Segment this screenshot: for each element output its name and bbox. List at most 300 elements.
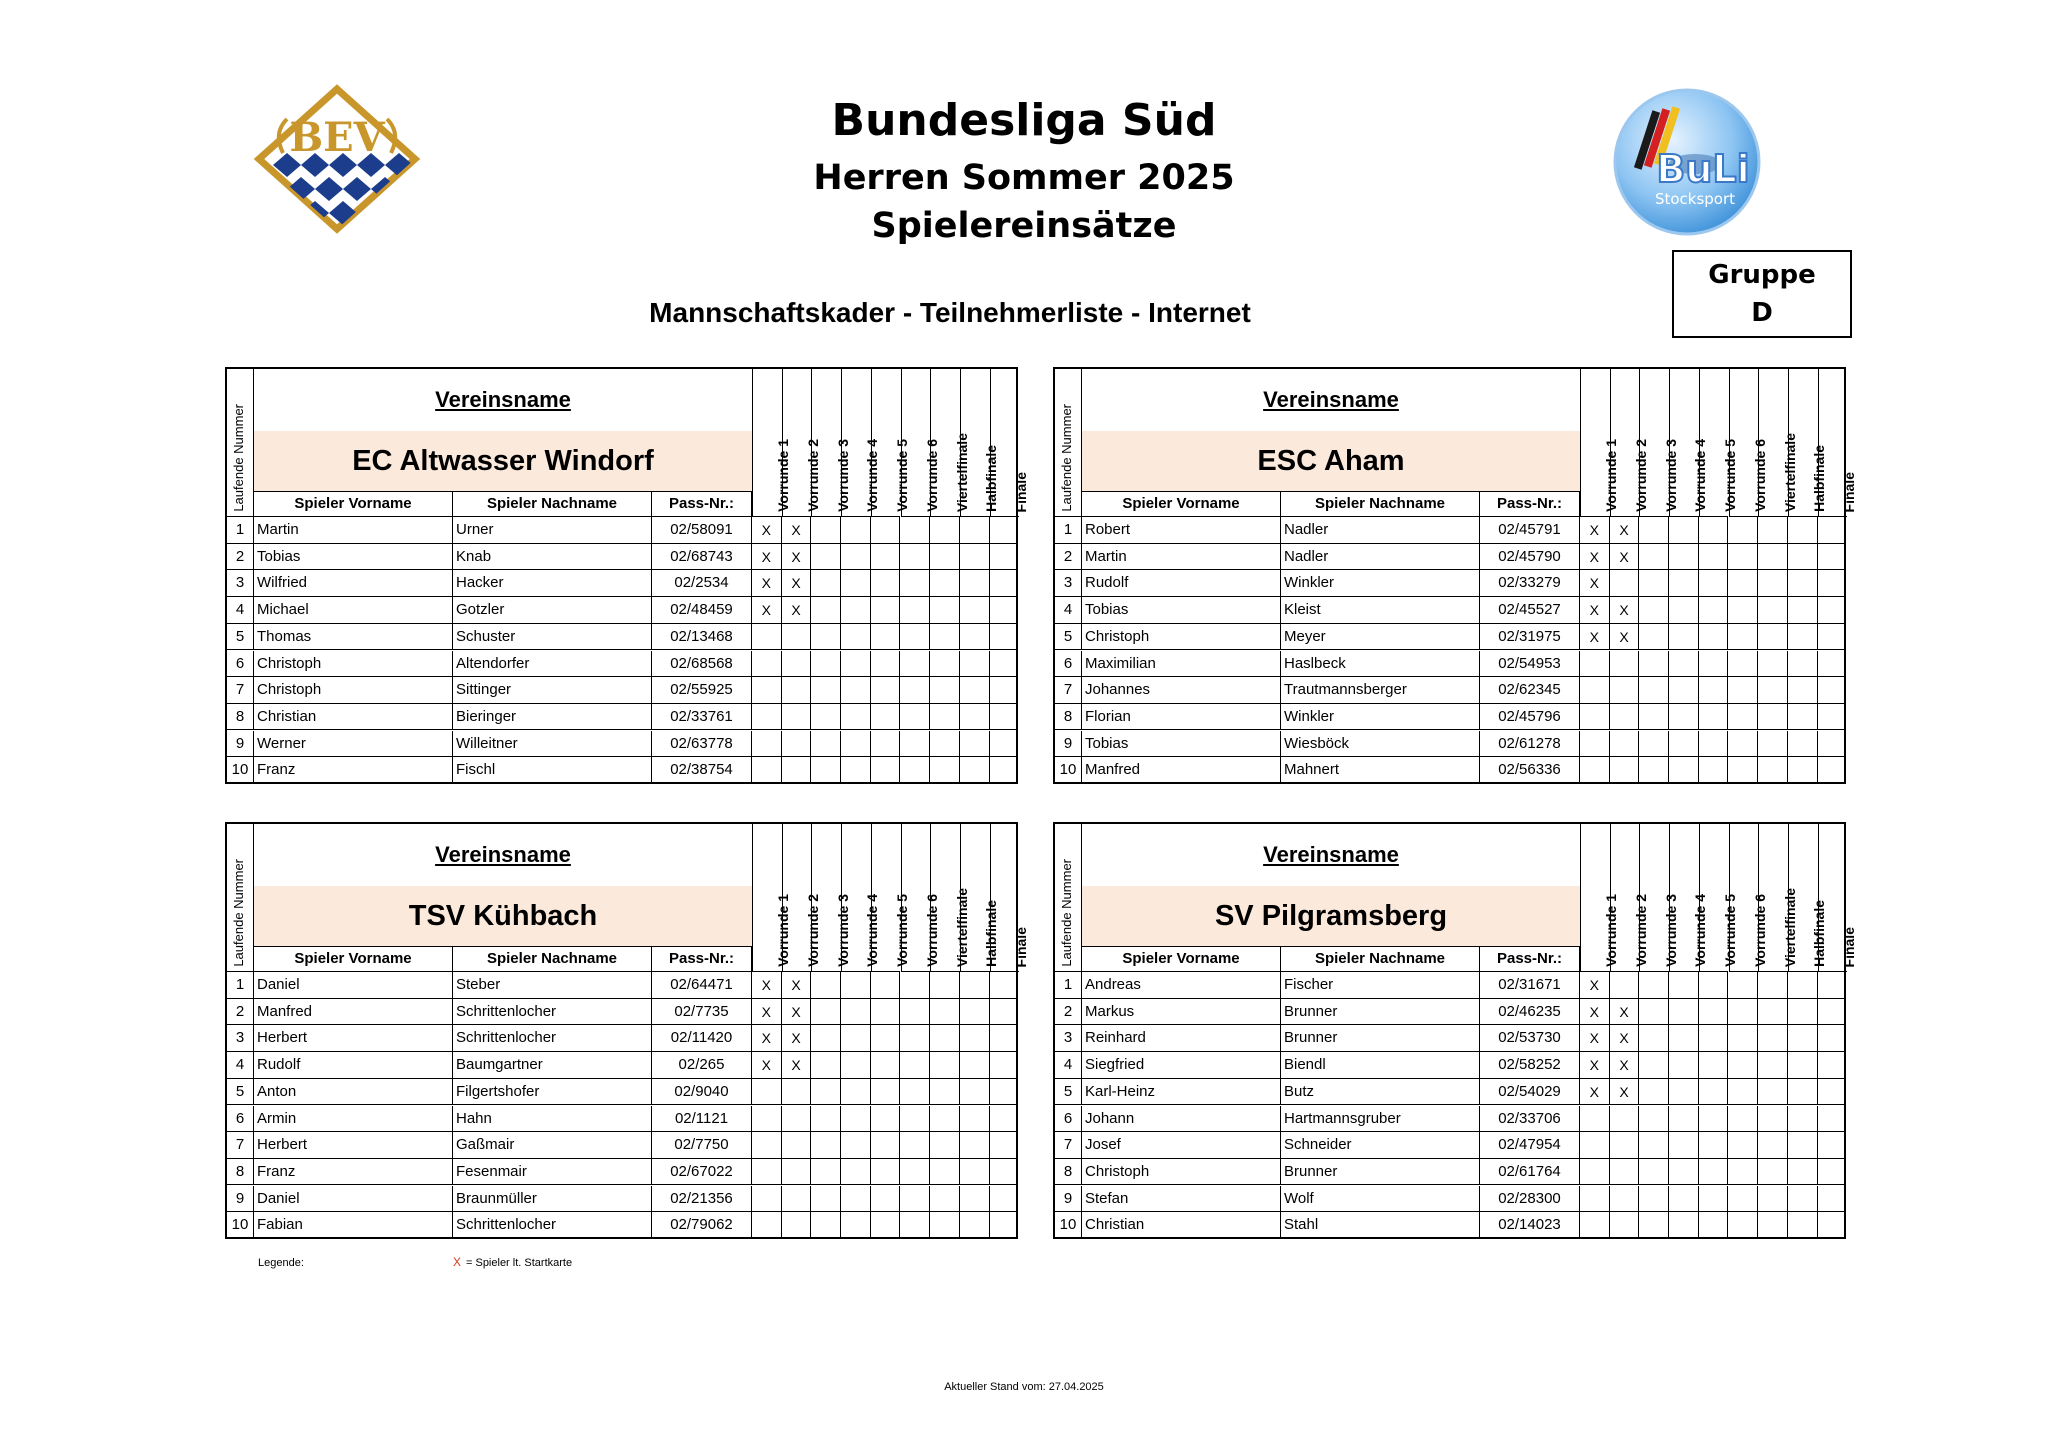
player-pass: 02/53730: [1480, 1025, 1580, 1051]
player-pass: 02/31975: [1480, 624, 1580, 650]
round-mark: [1669, 1186, 1699, 1212]
round-mark: [1699, 704, 1729, 730]
vorname-header: Spieler Vorname: [1082, 946, 1281, 972]
vorname-header: Spieler Vorname: [254, 946, 453, 972]
player-firstname: Markus: [1082, 999, 1281, 1025]
player-pass: 02/33279: [1480, 570, 1580, 596]
round-mark: [1758, 677, 1788, 703]
player-number: 5: [1055, 1079, 1082, 1105]
player-number: 4: [227, 1052, 254, 1078]
round-mark: [811, 1106, 841, 1132]
round-mark: [1699, 1025, 1729, 1051]
round-header: Vorrunde 6: [901, 369, 931, 517]
round-mark: [1818, 1106, 1848, 1132]
round-header: Vorrunde 5: [1699, 824, 1729, 972]
player-lastname: Hacker: [453, 570, 652, 596]
round-mark: [901, 731, 931, 757]
round-mark: [1699, 1159, 1729, 1185]
player-firstname: Martin: [1082, 544, 1281, 570]
round-mark: [1729, 1186, 1759, 1212]
round-mark: [1669, 517, 1699, 543]
round-mark: [841, 1186, 871, 1212]
player-firstname: Josef: [1082, 1132, 1281, 1158]
round-mark: [1639, 1052, 1669, 1078]
round-mark: [752, 624, 782, 650]
round-mark: [1758, 1159, 1788, 1185]
round-mark: [1639, 757, 1669, 784]
round-mark: [960, 999, 990, 1025]
round-mark: [1639, 1132, 1669, 1158]
round-mark: [1580, 757, 1610, 784]
player-lastname: Wiesböck: [1281, 731, 1480, 757]
player-number: 2: [1055, 999, 1082, 1025]
round-mark: [1639, 624, 1669, 650]
round-mark: [990, 1052, 1020, 1078]
round-mark: [1758, 1186, 1788, 1212]
player-firstname: Armin: [254, 1106, 453, 1132]
round-header: Vorrunde 2: [1610, 369, 1640, 517]
round-mark: [752, 1106, 782, 1132]
round-mark: [1729, 517, 1759, 543]
round-mark: [841, 1159, 871, 1185]
player-lastname: Brunner: [1281, 1159, 1480, 1185]
player-row: [227, 999, 1016, 1026]
round-mark: [1729, 1025, 1759, 1051]
player-row: [1055, 972, 1844, 999]
round-mark: [1669, 1159, 1699, 1185]
buli-logo-icon: [1603, 86, 1771, 236]
player-firstname: Reinhard: [1082, 1025, 1281, 1051]
round-header: Vorrunde 3: [811, 824, 841, 972]
player-row: [1055, 517, 1844, 544]
round-mark: [1729, 624, 1759, 650]
round-mark: [1639, 1106, 1669, 1132]
round-mark: [1699, 1212, 1729, 1239]
round-mark: [990, 544, 1020, 570]
round-mark: [1758, 1052, 1788, 1078]
round-mark: [1699, 517, 1729, 543]
player-number: 5: [227, 624, 254, 650]
round-mark: [1639, 544, 1669, 570]
laufende-nummer-header: Laufende Nummer: [227, 824, 254, 972]
round-mark: [990, 651, 1020, 677]
player-pass: 02/61764: [1480, 1159, 1580, 1185]
round-mark: [841, 1106, 871, 1132]
round-mark: [930, 544, 960, 570]
player-lastname: Fesenmair: [453, 1159, 652, 1185]
player-number: 8: [1055, 704, 1082, 730]
round-mark: X: [782, 999, 812, 1025]
club-name: ESC Aham: [1082, 431, 1580, 491]
round-header: Vorrunde 3: [811, 369, 841, 517]
round-mark: [1788, 1212, 1818, 1239]
player-firstname: Herbert: [254, 1025, 453, 1051]
round-mark: [1699, 544, 1729, 570]
player-number: 4: [1055, 1052, 1082, 1078]
player-firstname: Florian: [1082, 704, 1281, 730]
round-mark: X: [782, 1052, 812, 1078]
round-mark: [1699, 677, 1729, 703]
round-mark: [782, 1212, 812, 1239]
player-firstname: Martin: [254, 517, 453, 543]
player-firstname: Christoph: [1082, 1159, 1281, 1185]
round-mark: [960, 1025, 990, 1051]
round-mark: [930, 651, 960, 677]
player-number: 5: [1055, 624, 1082, 650]
round-mark: [811, 1212, 841, 1239]
round-mark: [1580, 1186, 1610, 1212]
round-mark: [871, 1132, 901, 1158]
player-lastname: Gotzler: [453, 597, 652, 623]
round-mark: [990, 972, 1020, 998]
player-firstname: Maximilian: [1082, 651, 1281, 677]
round-mark: [782, 1132, 812, 1158]
round-mark: [1669, 731, 1699, 757]
player-pass: 02/61278: [1480, 731, 1580, 757]
round-mark: [1758, 1132, 1788, 1158]
player-pass: 02/28300: [1480, 1186, 1580, 1212]
round-mark: [1699, 731, 1729, 757]
round-header: Vorrunde 4: [841, 824, 871, 972]
round-mark: [930, 597, 960, 623]
bev-logo-icon: [253, 83, 421, 235]
round-mark: [782, 1159, 812, 1185]
player-lastname: Brunner: [1281, 999, 1480, 1025]
round-mark: [841, 570, 871, 596]
round-mark: [871, 731, 901, 757]
player-firstname: Christian: [254, 704, 453, 730]
player-lastname: Nadler: [1281, 517, 1480, 543]
player-number: 2: [227, 999, 254, 1025]
round-mark: X: [1610, 544, 1640, 570]
group-value: D: [1751, 298, 1773, 328]
player-number: 6: [227, 651, 254, 677]
round-mark: [1639, 677, 1669, 703]
player-row: [227, 1159, 1016, 1186]
round-mark: [1699, 1186, 1729, 1212]
round-mark: [1818, 972, 1848, 998]
round-mark: [1758, 597, 1788, 623]
round-mark: [1758, 999, 1788, 1025]
round-mark: [1639, 517, 1669, 543]
round-mark: [811, 517, 841, 543]
round-header: Vorrunde 3: [1639, 824, 1669, 972]
round-mark: [960, 757, 990, 784]
round-mark: [1788, 1106, 1818, 1132]
round-mark: [811, 651, 841, 677]
player-row: [1055, 544, 1844, 571]
round-mark: [990, 1106, 1020, 1132]
player-firstname: Robert: [1082, 517, 1281, 543]
round-mark: [782, 704, 812, 730]
player-firstname: Christian: [1082, 1212, 1281, 1239]
round-mark: [960, 517, 990, 543]
round-mark: [990, 1132, 1020, 1158]
player-lastname: Willeitner: [453, 731, 652, 757]
round-mark: [930, 624, 960, 650]
round-mark: [841, 1079, 871, 1105]
vereinsname-label: Vereinsname: [435, 387, 571, 412]
round-mark: X: [752, 517, 782, 543]
player-lastname: Winkler: [1281, 570, 1480, 596]
round-header: Vorrunde 6: [1729, 369, 1759, 517]
round-mark: [1788, 972, 1818, 998]
round-mark: [1729, 1052, 1759, 1078]
round-mark: [1669, 704, 1699, 730]
round-mark: [1580, 651, 1610, 677]
round-mark: [1788, 544, 1818, 570]
round-mark: [1699, 1079, 1729, 1105]
player-row: [1055, 1025, 1844, 1052]
player-number: 4: [227, 597, 254, 623]
round-mark: X: [1580, 999, 1610, 1025]
round-mark: [1788, 570, 1818, 596]
legend-text: = Spieler lt. Startkarte: [466, 1257, 573, 1269]
round-mark: [841, 704, 871, 730]
round-mark: [1699, 597, 1729, 623]
round-mark: [1639, 1025, 1669, 1051]
round-mark: [1669, 1052, 1699, 1078]
round-mark: [1758, 651, 1788, 677]
player-number: 2: [1055, 544, 1082, 570]
round-mark: [901, 999, 931, 1025]
player-row: [1055, 597, 1844, 624]
round-mark: [1788, 677, 1818, 703]
player-firstname: Rudolf: [254, 1052, 453, 1078]
round-mark: [1699, 1106, 1729, 1132]
round-mark: [1639, 731, 1669, 757]
round-mark: [1818, 1186, 1848, 1212]
round-mark: [841, 544, 871, 570]
round-header: Vorrunde 2: [782, 824, 812, 972]
player-pass: 02/31671: [1480, 972, 1580, 998]
round-mark: [1669, 570, 1699, 596]
round-mark: [1699, 757, 1729, 784]
player-row: [1055, 1212, 1844, 1239]
round-header: Vorrunde 1: [1580, 824, 1610, 972]
laufende-nummer-header: Laufende Nummer: [1055, 824, 1082, 972]
player-number: 1: [227, 972, 254, 998]
round-header: Halbfinale: [960, 369, 990, 517]
round-header: Halbfinale: [960, 824, 990, 972]
player-firstname: Johannes: [1082, 677, 1281, 703]
round-mark: [841, 624, 871, 650]
round-mark: [1758, 544, 1788, 570]
round-mark: [1699, 570, 1729, 596]
round-mark: [1669, 999, 1699, 1025]
round-mark: [1818, 704, 1848, 730]
round-mark: [930, 1052, 960, 1078]
round-mark: X: [1610, 1025, 1640, 1051]
round-mark: [1729, 544, 1759, 570]
round-header: Vorrunde 6: [901, 824, 931, 972]
player-lastname: Schrittenlocher: [453, 1025, 652, 1051]
round-mark: [811, 704, 841, 730]
round-mark: X: [1580, 972, 1610, 998]
round-header: Vorrunde 4: [841, 369, 871, 517]
round-mark: [930, 731, 960, 757]
round-mark: [1729, 597, 1759, 623]
round-mark: [1758, 704, 1788, 730]
player-row: [1055, 1159, 1844, 1186]
round-mark: [871, 757, 901, 784]
round-mark: [1758, 624, 1788, 650]
round-mark: [1758, 517, 1788, 543]
round-mark: [1818, 1159, 1848, 1185]
round-mark: X: [752, 999, 782, 1025]
player-firstname: Daniel: [254, 1186, 453, 1212]
round-header: Finale: [1818, 369, 1848, 517]
round-mark: [990, 1025, 1020, 1051]
round-mark: [1729, 704, 1759, 730]
player-pass: 02/45796: [1480, 704, 1580, 730]
round-header: Vorrunde 5: [1699, 369, 1729, 517]
round-mark: [1610, 570, 1640, 596]
player-pass: 02/58252: [1480, 1052, 1580, 1078]
player-lastname: Trautmannsberger: [1281, 677, 1480, 703]
round-mark: [1788, 1052, 1818, 1078]
player-lastname: Stahl: [1281, 1212, 1480, 1239]
round-mark: [990, 757, 1020, 784]
round-mark: [1580, 731, 1610, 757]
round-mark: [901, 544, 931, 570]
laufende-nummer-header: Laufende Nummer: [227, 369, 254, 517]
round-mark: [930, 1106, 960, 1132]
round-mark: [1818, 544, 1848, 570]
round-mark: [930, 570, 960, 596]
player-row: [227, 597, 1016, 624]
round-mark: [841, 757, 871, 784]
round-mark: [1639, 1159, 1669, 1185]
player-pass: 02/45527: [1480, 597, 1580, 623]
player-number: 8: [227, 704, 254, 730]
round-header: Vorrunde 6: [1729, 824, 1759, 972]
round-header: Viertelfinale: [1758, 824, 1788, 972]
round-mark: [1729, 1132, 1759, 1158]
round-mark: [782, 731, 812, 757]
player-lastname: Altendorfer: [453, 651, 652, 677]
player-number: 1: [227, 517, 254, 543]
player-row: [1055, 1132, 1844, 1159]
round-mark: [752, 1132, 782, 1158]
round-mark: [871, 544, 901, 570]
player-firstname: Wilfried: [254, 570, 453, 596]
player-row: [1055, 1186, 1844, 1213]
round-mark: [841, 1132, 871, 1158]
round-mark: [990, 570, 1020, 596]
round-header: Vorrunde 2: [782, 369, 812, 517]
player-number: 2: [227, 544, 254, 570]
round-mark: [871, 1052, 901, 1078]
pass-header: Pass-Nr.:: [1480, 491, 1580, 517]
round-mark: [930, 1132, 960, 1158]
round-mark: [752, 1159, 782, 1185]
round-mark: [1669, 1079, 1699, 1105]
round-mark: [990, 624, 1020, 650]
nachname-header: Spieler Nachname: [453, 491, 652, 517]
nachname-header: Spieler Nachname: [453, 946, 652, 972]
player-number: 7: [227, 1132, 254, 1158]
round-mark: [811, 731, 841, 757]
player-pass: 02/9040: [652, 1079, 752, 1105]
round-mark: [811, 1159, 841, 1185]
round-mark: [1758, 1025, 1788, 1051]
round-mark: [1729, 1106, 1759, 1132]
round-mark: X: [1580, 597, 1610, 623]
player-row: [227, 731, 1016, 758]
round-mark: X: [1580, 517, 1610, 543]
player-row: [1055, 651, 1844, 678]
player-row: [1055, 704, 1844, 731]
round-header: Vorrunde 2: [1610, 824, 1640, 972]
round-mark: [811, 1052, 841, 1078]
player-pass: 02/46235: [1480, 999, 1580, 1025]
round-mark: [990, 704, 1020, 730]
round-mark: [1729, 972, 1759, 998]
team-table: [225, 367, 1029, 784]
round-mark: [871, 999, 901, 1025]
round-mark: [752, 1186, 782, 1212]
player-pass: 02/14023: [1480, 1212, 1580, 1239]
player-number: 6: [1055, 651, 1082, 677]
round-mark: [930, 1186, 960, 1212]
player-firstname: Michael: [254, 597, 453, 623]
club-name: EC Altwasser Windorf: [254, 431, 752, 491]
player-lastname: Biendl: [1281, 1052, 1480, 1078]
round-mark: [1580, 704, 1610, 730]
player-row: [1055, 999, 1844, 1026]
round-mark: [1818, 1212, 1848, 1239]
player-row: [227, 972, 1016, 999]
round-mark: [960, 1106, 990, 1132]
player-firstname: Andreas: [1082, 972, 1281, 998]
round-mark: [930, 999, 960, 1025]
team-table: [1053, 822, 1857, 1239]
player-row: [227, 517, 1016, 544]
player-pass: 02/68568: [652, 651, 752, 677]
round-mark: [1729, 651, 1759, 677]
round-mark: [1580, 1132, 1610, 1158]
player-pass: 02/7750: [652, 1132, 752, 1158]
round-mark: [811, 1132, 841, 1158]
player-lastname: Meyer: [1281, 624, 1480, 650]
round-header: Vorrunde 4: [1669, 824, 1699, 972]
player-firstname: Siegfried: [1082, 1052, 1281, 1078]
round-mark: [752, 704, 782, 730]
round-mark: [1788, 1132, 1818, 1158]
round-mark: [1669, 972, 1699, 998]
player-pass: 02/67022: [652, 1159, 752, 1185]
round-mark: [930, 972, 960, 998]
round-mark: [1699, 972, 1729, 998]
round-mark: [1610, 731, 1640, 757]
player-number: 9: [227, 731, 254, 757]
player-pass: 02/45790: [1480, 544, 1580, 570]
round-mark: [960, 570, 990, 596]
round-mark: [901, 597, 931, 623]
round-mark: [1729, 757, 1759, 784]
round-mark: [1610, 1186, 1640, 1212]
round-mark: [1788, 757, 1818, 784]
round-mark: [782, 1106, 812, 1132]
group-label: Gruppe: [1708, 260, 1816, 290]
player-row: [227, 544, 1016, 571]
round-mark: [1610, 677, 1640, 703]
vereinsname-label: Vereinsname: [1263, 842, 1399, 867]
round-mark: [901, 1132, 931, 1158]
legend-symbol: X: [453, 1255, 462, 1269]
round-mark: [1758, 972, 1788, 998]
